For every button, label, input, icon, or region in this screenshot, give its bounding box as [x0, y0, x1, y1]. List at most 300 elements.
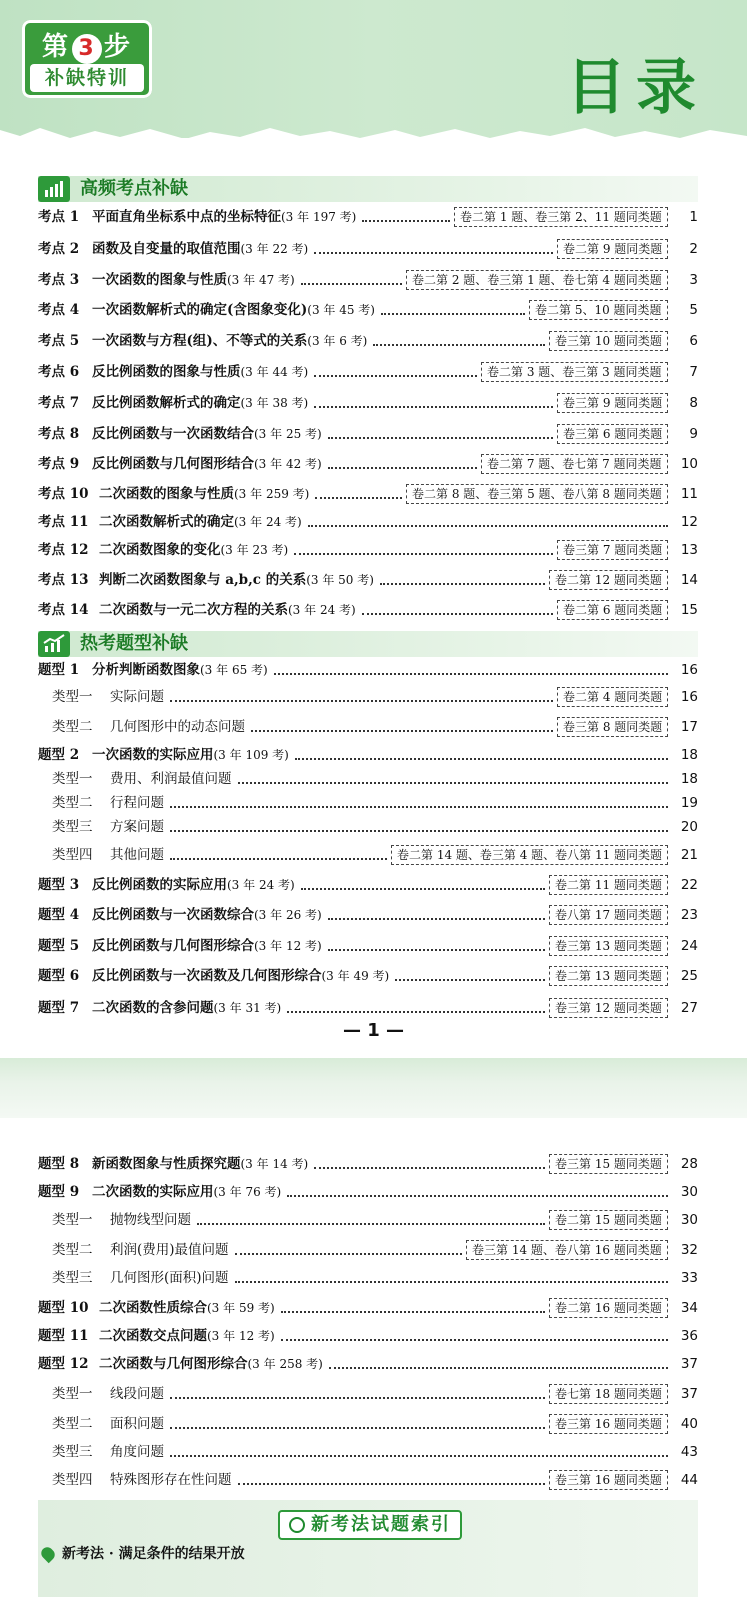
entry-title-text: 反比例函数的图象与性质	[92, 364, 241, 380]
entry-title	[99, 1352, 323, 1376]
entry-label: 类型三	[52, 1444, 93, 1460]
page-ref: 14	[680, 572, 698, 588]
entry-label: 考点 6	[38, 364, 80, 380]
entry-title	[99, 598, 356, 622]
entry-title	[99, 1324, 275, 1348]
page-ref: 30	[680, 1184, 698, 1200]
page-ref: 37	[680, 1356, 698, 1372]
entry-title-text: 利润(费用)最值问题	[110, 1242, 229, 1258]
entry-label: 题型 2	[38, 747, 80, 763]
page-ref: 6	[689, 333, 698, 349]
toc-entry	[38, 538, 698, 562]
dot-leader	[287, 1011, 545, 1013]
dot-leader	[281, 1311, 545, 1313]
entry-title	[110, 815, 164, 839]
page-ref: 30	[680, 1212, 698, 1228]
dot-leader	[328, 918, 545, 920]
badge-subtitle: 补缺特训	[30, 64, 144, 92]
entry-title	[92, 268, 295, 292]
entry-title	[110, 1440, 164, 1464]
dot-leader	[314, 406, 553, 408]
dot-leader	[274, 673, 668, 675]
entry-title-text: 方案问题	[110, 819, 164, 835]
similar-question-box: 卷二第 12 题同类题	[549, 570, 668, 590]
page-number: — 1 —	[342, 1020, 405, 1041]
entry-label: 考点 7	[38, 395, 80, 411]
similar-question-box: 卷三第 14 题、卷八第 16 题同类题	[466, 1240, 668, 1260]
entry-title-text: 反比例函数与一次函数结合	[92, 426, 254, 442]
page-ref: 13	[680, 542, 698, 558]
entry-title-text: 新函数图象与性质探究题	[92, 1156, 241, 1172]
dot-leader	[314, 375, 477, 377]
page-ref: 40	[680, 1416, 698, 1432]
entry-count: (3 年 197 考)	[281, 210, 357, 224]
similar-question-box: 卷二第 9 题同类题	[557, 239, 668, 259]
entry-title	[110, 1412, 164, 1436]
toc-entry	[38, 329, 698, 353]
dot-leader	[170, 1427, 545, 1429]
toc-entry	[38, 1152, 698, 1176]
page-ref: 22	[680, 877, 698, 893]
entry-title-text: 二次函数解析式的确定	[99, 514, 234, 530]
toc-subentry	[38, 715, 698, 739]
entry-title	[99, 1296, 275, 1320]
entry-label: 题型 12	[38, 1356, 89, 1372]
toc-subentry	[38, 1440, 698, 1464]
page-title: 目录	[566, 53, 706, 123]
dot-leader	[315, 497, 402, 499]
entry-label: 考点 14	[38, 602, 89, 618]
entry-label: 题型 11	[38, 1328, 89, 1344]
entry-label: 考点 12	[38, 542, 89, 558]
dot-leader	[235, 1281, 668, 1283]
page-ref: 34	[680, 1300, 698, 1316]
dot-leader	[314, 252, 553, 254]
entry-title-text: 二次函数交点问题	[99, 1328, 207, 1344]
entry-title	[92, 205, 356, 229]
similar-question-box: 卷二第 8 题、卷三第 5 题、卷八第 8 题同类题	[406, 484, 668, 504]
section-title: 热考题型补缺	[80, 633, 188, 654]
similar-question-box: 卷二第 11 题同类题	[549, 875, 668, 895]
entry-title-text: 反比例函数解析式的确定	[92, 395, 241, 411]
entry-title	[92, 237, 308, 261]
dot-leader	[373, 344, 545, 346]
dot-leader	[287, 1195, 668, 1197]
page-ref: 27	[680, 1000, 698, 1016]
entry-label: 考点 11	[38, 514, 89, 530]
toc-page-2	[0, 1118, 747, 1597]
entry-label: 题型 8	[38, 1156, 80, 1172]
toc-entry	[38, 510, 698, 534]
entry-title-text: 一次函数的图象与性质	[92, 272, 227, 288]
entry-count: (3 年 50 考)	[306, 573, 374, 587]
index-title-box	[278, 1510, 462, 1540]
dot-leader	[197, 1223, 545, 1225]
entry-title-text: 反比例函数与一次函数综合	[92, 907, 254, 923]
toc-subentry	[38, 1238, 698, 1262]
toc-entry	[38, 598, 698, 622]
dot-leader	[294, 553, 553, 555]
entry-label: 考点 1	[38, 209, 80, 225]
toc-entry	[38, 743, 698, 767]
entry-label: 考点 9	[38, 456, 80, 472]
entry-title	[99, 482, 309, 506]
entry-label: 题型 4	[38, 907, 80, 923]
toc-subentry	[38, 791, 698, 815]
page-ref: 18	[680, 747, 698, 763]
entry-title-text: 面积问题	[110, 1416, 164, 1432]
similar-question-box: 卷三第 8 题同类题	[557, 717, 668, 737]
similar-question-box: 卷二第 2 题、卷三第 1 题、卷七第 4 题同类题	[406, 270, 668, 290]
entry-count: (3 年 49 考)	[321, 969, 390, 983]
toc-entry	[38, 1296, 698, 1320]
entry-title-text: 二次函数图象的变化	[99, 542, 221, 558]
entry-title-text: 二次函数的实际应用	[92, 1184, 214, 1200]
page-ref: 15	[680, 602, 698, 618]
entry-title	[92, 964, 389, 988]
toc-subentry	[38, 1266, 698, 1290]
entry-label: 类型四	[52, 1472, 93, 1488]
entry-title	[99, 538, 288, 562]
entry-title	[92, 422, 322, 446]
dot-leader	[380, 583, 545, 585]
dot-leader	[170, 1397, 545, 1399]
entry-title	[92, 329, 367, 353]
entry-count: (3 年 12 考)	[207, 1329, 275, 1343]
dot-leader	[329, 1367, 668, 1369]
entry-title	[110, 843, 164, 867]
toc-entry	[38, 1180, 698, 1204]
dot-leader	[170, 830, 668, 832]
toc-subentry	[38, 1412, 698, 1436]
entry-title	[92, 452, 322, 476]
entry-count: (3 年 25 考)	[254, 427, 322, 441]
page-ref: 11	[680, 486, 698, 502]
toc-entry	[38, 360, 698, 384]
entry-label: 题型 5	[38, 938, 80, 954]
badge-suffix: 步	[104, 32, 133, 62]
entry-title-text: 反比例函数与几何图形结合	[92, 456, 254, 472]
location-pin-icon	[39, 1545, 57, 1563]
entry-title-text: 线段问题	[110, 1386, 164, 1402]
entry-label: 考点 8	[38, 426, 80, 442]
similar-question-box: 卷三第 10 题同类题	[549, 331, 668, 351]
entry-count: (3 年 45 考)	[307, 303, 375, 317]
entry-title-text: 一次函数的实际应用	[92, 747, 214, 763]
entry-title	[99, 568, 374, 592]
dot-leader	[295, 758, 668, 760]
dot-leader	[170, 806, 668, 808]
entry-title	[110, 1238, 229, 1262]
dot-leader	[170, 1455, 668, 1457]
page-ref: 28	[680, 1156, 698, 1172]
entry-title-text: 抛物线型问题	[110, 1212, 191, 1228]
entry-title-text: 二次函数性质综合	[99, 1300, 207, 1316]
dot-leader	[328, 437, 553, 439]
dot-leader	[328, 949, 545, 951]
similar-question-box: 卷二第 14 题、卷三第 4 题、卷八第 11 题同类题	[391, 845, 668, 865]
toc-entry	[38, 268, 698, 292]
entry-label: 题型 3	[38, 877, 80, 893]
toc-entry	[38, 996, 698, 1020]
similar-question-box: 卷二第 7 题、卷七第 7 题同类题	[481, 454, 668, 474]
section-header-high-frequency	[38, 176, 698, 202]
entry-count: (3 年 258 考)	[247, 1357, 323, 1371]
entry-title	[92, 934, 322, 958]
entry-count: (3 年 44 考)	[240, 365, 309, 379]
dot-leader	[235, 1253, 462, 1255]
entry-title	[92, 298, 375, 322]
dot-leader	[362, 220, 450, 222]
entry-title	[92, 743, 289, 767]
entry-label: 类型一	[52, 689, 93, 705]
similar-question-box: 卷八第 17 题同类题	[549, 905, 668, 925]
dot-leader	[238, 1483, 545, 1485]
toc-subentry	[38, 1208, 698, 1232]
entry-count: (3 年 31 考)	[213, 1001, 282, 1015]
dot-leader	[362, 613, 553, 615]
entry-label: 类型二	[52, 1416, 93, 1432]
toc-entry	[38, 1324, 698, 1348]
entry-title	[110, 715, 245, 739]
similar-question-box: 卷三第 16 题同类题	[549, 1414, 668, 1434]
entry-count: (3 年 59 考)	[207, 1301, 275, 1315]
toc-subentry	[38, 1382, 698, 1406]
entry-count: (3 年 23 考)	[220, 543, 289, 557]
page-ref: 44	[680, 1472, 698, 1488]
similar-question-box: 卷三第 6 题同类题	[557, 424, 668, 444]
entry-label: 类型二	[52, 719, 93, 735]
bar-chart-icon	[38, 176, 70, 202]
similar-question-box: 卷三第 9 题同类题	[557, 393, 668, 413]
entry-count: (3 年 65 考)	[200, 663, 268, 677]
entry-title	[92, 996, 281, 1020]
entry-title-text: 反比例函数的实际应用	[92, 877, 227, 893]
similar-question-box: 卷二第 6 题同类题	[557, 600, 668, 620]
entry-label: 类型一	[52, 1386, 93, 1402]
entry-count: (3 年 6 考)	[307, 334, 368, 348]
toc-entry	[38, 568, 698, 592]
entry-count: (3 年 109 考)	[213, 748, 289, 762]
page-ref: 10	[680, 456, 698, 472]
page-ref: 37	[680, 1386, 698, 1402]
entry-title-text: 几何图形(面积)问题	[110, 1270, 229, 1286]
entry-count: (3 年 14 考)	[240, 1157, 309, 1171]
entry-title	[99, 510, 302, 534]
dot-leader	[170, 858, 387, 860]
page-ref: 3	[689, 272, 698, 288]
similar-question-box: 卷二第 4 题同类题	[557, 687, 668, 707]
step-badge	[22, 20, 152, 98]
trend-chart-icon	[38, 631, 70, 657]
similar-question-box: 卷二第 5、10 题同类题	[529, 300, 668, 320]
entry-title-text: 二次函数的图象与性质	[99, 486, 234, 502]
entry-title	[92, 1152, 308, 1176]
page-ref: 24	[680, 938, 698, 954]
toc-entry	[38, 422, 698, 446]
entry-label: 题型 7	[38, 1000, 80, 1016]
similar-question-box: 卷三第 7 题同类题	[557, 540, 668, 560]
toc-entry	[38, 391, 698, 415]
toc-entry	[38, 1352, 698, 1376]
badge-number: 3	[72, 34, 102, 64]
toc-subentry	[38, 815, 698, 839]
page-ref: 19	[680, 795, 698, 811]
page-ref: 16	[680, 689, 698, 705]
page-ref: 9	[689, 426, 698, 442]
page-ref: 23	[680, 907, 698, 923]
entry-title-text: 一次函数与方程(组)、不等式的关系	[92, 333, 308, 349]
entry-title-text: 其他问题	[110, 847, 164, 863]
entry-count: (3 年 47 考)	[227, 273, 295, 287]
entry-title-text: 一次函数解析式的确定(含图象变化)	[92, 302, 308, 318]
entry-title	[110, 685, 164, 709]
entry-label: 考点 2	[38, 241, 80, 257]
badge-prefix: 第	[41, 32, 70, 62]
toc-subentry	[38, 1468, 698, 1492]
dot-leader	[238, 782, 668, 784]
page-ref: 12	[680, 514, 698, 530]
dot-leader	[301, 283, 402, 285]
entry-count: (3 年 26 考)	[254, 908, 322, 922]
toc-entry	[38, 298, 698, 322]
new-exam-label: 新考法 · 满足条件的结果开放	[62, 1546, 245, 1562]
entry-label: 考点 3	[38, 272, 80, 288]
entry-title-text: 角度问题	[110, 1444, 164, 1460]
similar-question-box: 卷二第 15 题同类题	[549, 1210, 668, 1230]
section-header-hot-types	[38, 631, 698, 657]
entry-label: 题型 10	[38, 1300, 89, 1316]
entry-title	[92, 360, 308, 384]
page-ref: 43	[680, 1444, 698, 1460]
toc-subentry	[38, 685, 698, 709]
similar-question-box: 卷二第 1 题、卷三第 2、11 题同类题	[454, 207, 668, 227]
entry-label: 考点 10	[38, 486, 89, 502]
entry-title	[110, 1208, 191, 1232]
page-ref: 16	[680, 662, 698, 678]
entry-title	[110, 1382, 164, 1406]
entry-title-text: 反比例函数与几何图形综合	[92, 938, 254, 954]
index-title: 新考法试题索引	[311, 1514, 451, 1535]
page-ref: 21	[680, 847, 698, 863]
toc-entry	[38, 482, 698, 506]
similar-question-box: 卷二第 3 题、卷三第 3 题同类题	[481, 362, 668, 382]
page-ref: 20	[680, 819, 698, 835]
entry-label: 类型四	[52, 847, 93, 863]
page-ref: 17	[680, 719, 698, 735]
entry-title-text: 特殊图形存在性问题	[110, 1472, 232, 1488]
toc-subentry	[38, 767, 698, 791]
entry-count: (3 年 24 考)	[288, 603, 356, 617]
entry-label: 题型 1	[38, 662, 80, 678]
entry-title-text: 函数及自变量的取值范围	[92, 241, 241, 257]
page-ref: 33	[680, 1270, 698, 1286]
entry-title-text: 判断二次函数图象与 a,b,c 的关系	[99, 572, 307, 588]
toc-entry	[38, 934, 698, 958]
page-ref: 36	[680, 1328, 698, 1344]
page-ref: 18	[680, 771, 698, 787]
entry-title	[92, 391, 308, 415]
entry-title-text: 行程问题	[110, 795, 164, 811]
entry-label: 考点 13	[38, 572, 89, 588]
entry-title	[92, 873, 295, 897]
entry-count: (3 年 259 考)	[234, 487, 310, 501]
toc-entry	[38, 237, 698, 261]
entry-title	[92, 658, 268, 682]
similar-question-box: 卷三第 16 题同类题	[549, 1470, 668, 1490]
toc-entry	[38, 205, 698, 229]
entry-count: (3 年 24 考)	[227, 878, 295, 892]
dot-leader	[301, 888, 545, 890]
entry-title	[110, 767, 232, 791]
entry-title-text: 平面直角坐标系中点的坐标特征	[92, 209, 281, 225]
page-ref: 1	[689, 209, 698, 225]
dot-leader	[170, 700, 553, 702]
entry-title-text: 二次函数与几何图形综合	[99, 1356, 248, 1372]
dot-leader	[308, 525, 668, 527]
entry-title-text: 二次函数的含参问题	[92, 1000, 214, 1016]
similar-question-box: 卷二第 16 题同类题	[549, 1298, 668, 1318]
entry-title-text: 实际问题	[110, 689, 164, 705]
entry-title-text: 分析判断函数图象	[92, 662, 200, 678]
page-ref: 32	[680, 1242, 698, 1258]
entry-title	[110, 1468, 232, 1492]
entry-count: (3 年 76 考)	[213, 1185, 282, 1199]
similar-question-box: 卷七第 18 题同类题	[549, 1384, 668, 1404]
toc-entry	[38, 873, 698, 897]
dot-leader	[395, 979, 545, 981]
dot-leader	[328, 467, 477, 469]
entry-count: (3 年 38 考)	[240, 396, 309, 410]
page-ref: 8	[689, 395, 698, 411]
entry-label: 类型二	[52, 1242, 93, 1258]
entry-title	[110, 791, 164, 815]
entry-label: 题型 6	[38, 968, 80, 984]
entry-label: 考点 4	[38, 302, 80, 318]
toc-entry	[38, 903, 698, 927]
page-gap	[0, 1058, 747, 1118]
entry-label: 类型一	[52, 771, 93, 787]
dot-leader	[281, 1339, 668, 1341]
entry-count: (3 年 12 考)	[254, 939, 322, 953]
entry-title	[92, 903, 322, 927]
entry-label: 类型二	[52, 795, 93, 811]
entry-count: (3 年 42 考)	[254, 457, 322, 471]
page-ref: 7	[689, 364, 698, 380]
entry-label: 类型三	[52, 819, 93, 835]
entry-title-text: 二次函数与一元二次方程的关系	[99, 602, 288, 618]
new-exam-heading	[42, 1543, 245, 1563]
entry-title	[92, 1180, 281, 1204]
search-icon	[289, 1517, 305, 1533]
toc-entry	[38, 658, 698, 682]
page-ref: 5	[689, 302, 698, 318]
dot-leader	[381, 313, 525, 315]
entry-title-text: 几何图形中的动态问题	[110, 719, 245, 735]
entry-label: 类型三	[52, 1270, 93, 1286]
page-ref: 2	[689, 241, 698, 257]
entry-label: 类型一	[52, 1212, 93, 1228]
dot-leader	[251, 730, 553, 732]
toc-subentry	[38, 843, 698, 867]
entry-title-text: 反比例函数与一次函数及几何图形综合	[92, 968, 322, 984]
similar-question-box: 卷三第 13 题同类题	[549, 936, 668, 956]
entry-count: (3 年 22 考)	[240, 242, 309, 256]
entry-label: 题型 9	[38, 1184, 80, 1200]
entry-label: 考点 5	[38, 333, 80, 349]
similar-question-box: 卷三第 12 题同类题	[549, 998, 668, 1018]
entry-count: (3 年 24 考)	[234, 515, 302, 529]
